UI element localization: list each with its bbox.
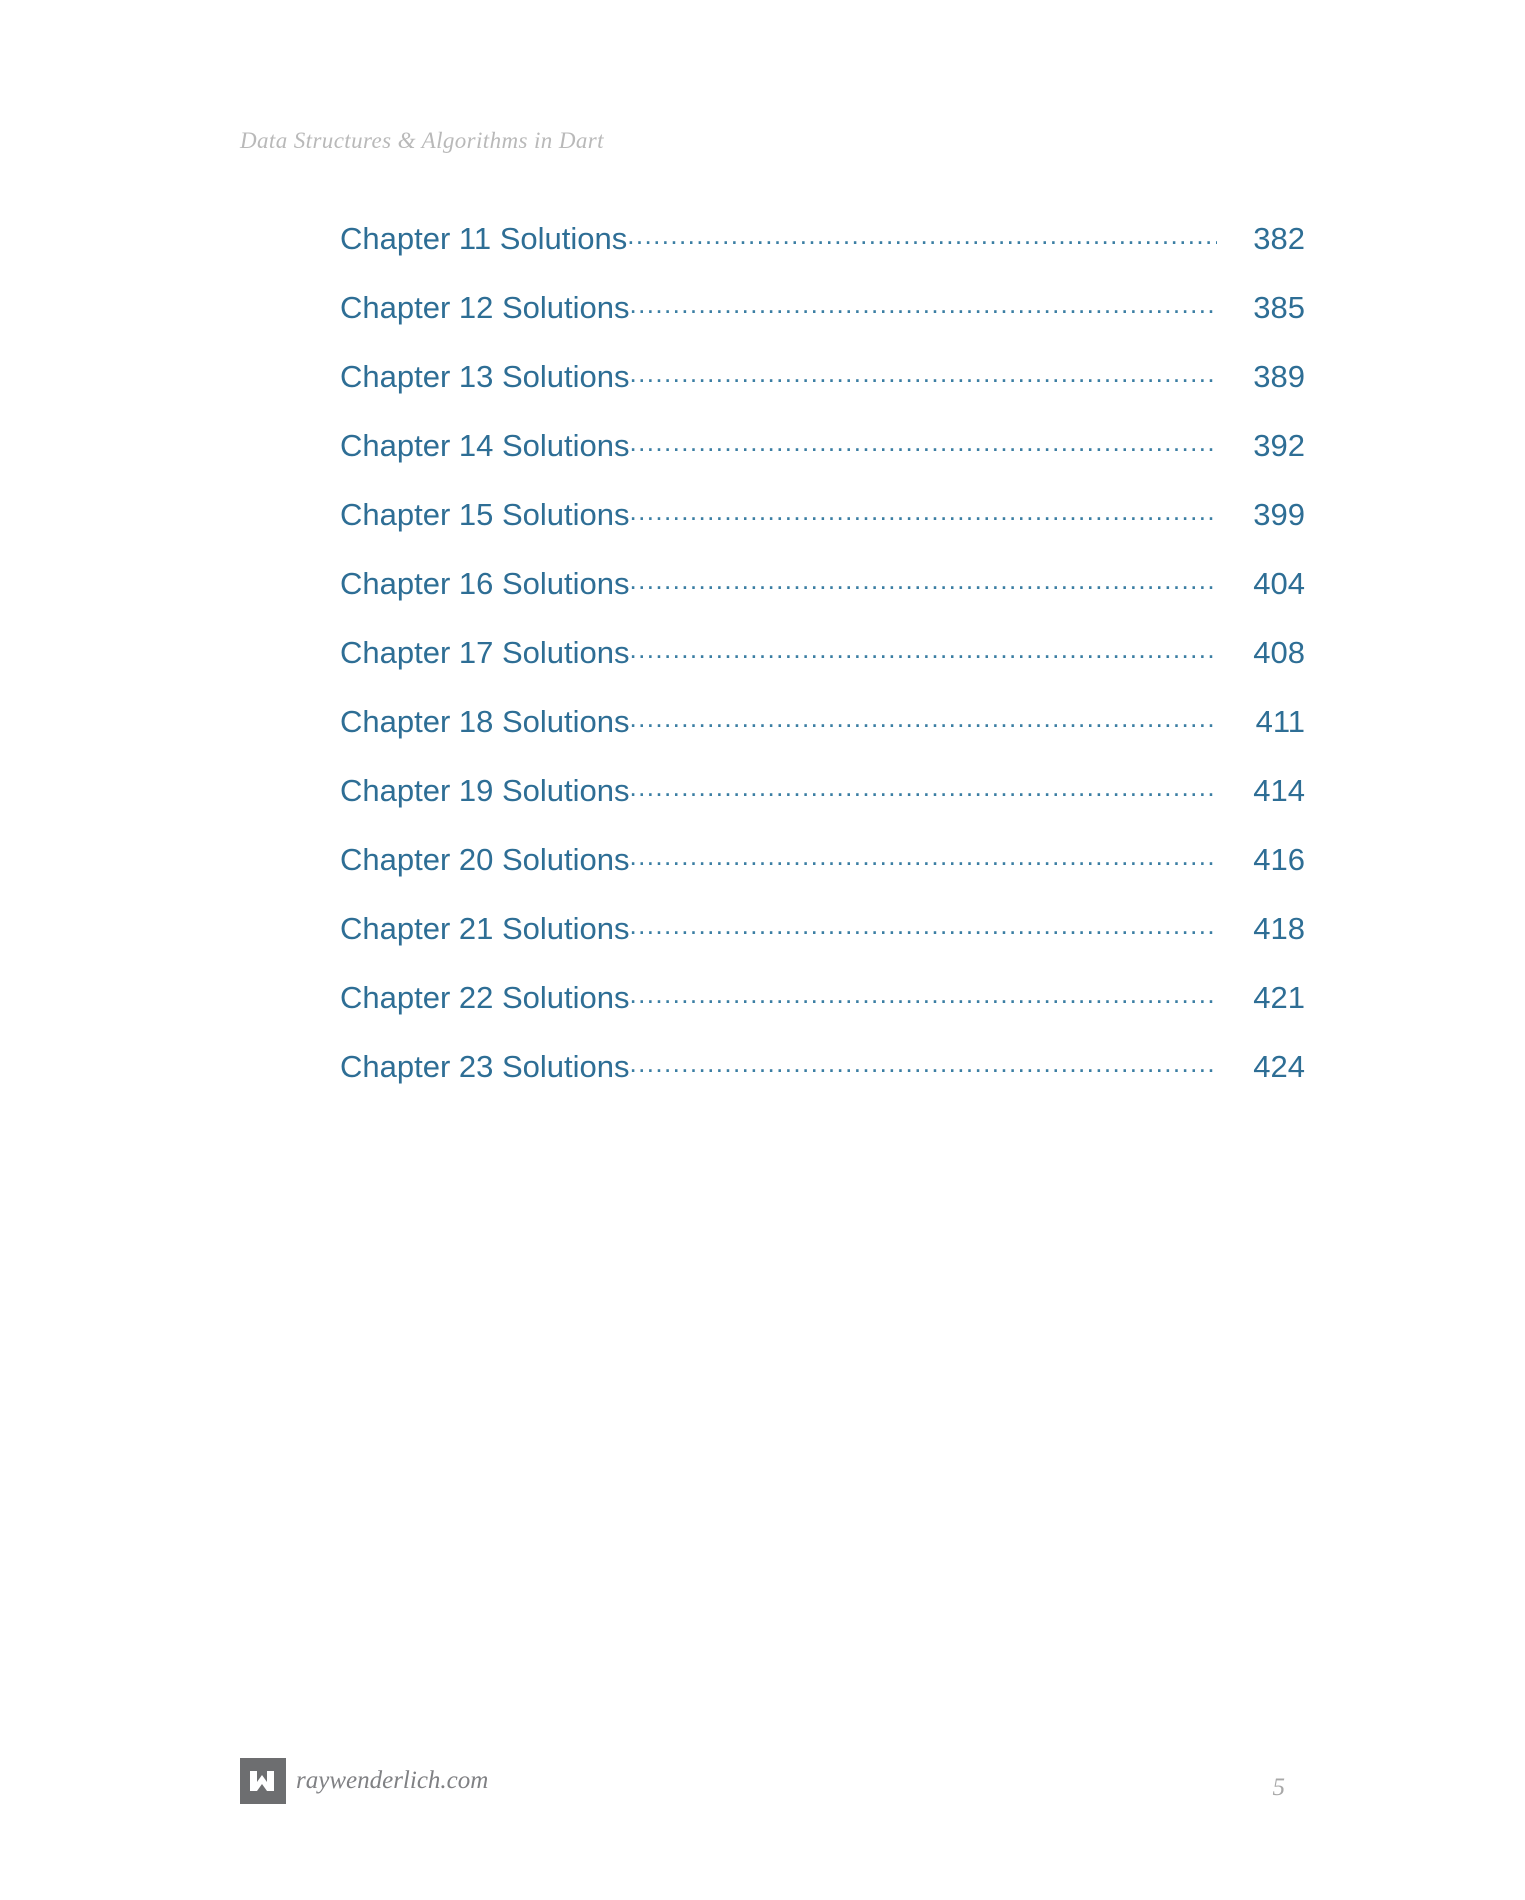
- toc-entry-label: Chapter 18 Solutions: [340, 704, 630, 739]
- toc-entry-label: Chapter 11 Solutions: [340, 221, 628, 256]
- toc-entry-label: Chapter 20 Solutions: [340, 842, 630, 877]
- toc-entry-page: 404: [1253, 566, 1305, 601]
- brand-label: raywenderlich.com: [296, 1767, 489, 1794]
- toc-entry-label: Chapter 17 Solutions: [340, 635, 630, 670]
- toc-entry[interactable]: [340, 1046, 1305, 1082]
- toc-leader-dots: [630, 287, 1217, 318]
- toc-entry[interactable]: [340, 839, 1305, 875]
- toc-leader-dots: [630, 494, 1217, 525]
- page-footer: [240, 1758, 1285, 1804]
- toc-entry-page: 382: [1253, 221, 1305, 256]
- toc-leader-dots: [630, 977, 1217, 1008]
- toc-entry-page: 414: [1253, 773, 1305, 808]
- toc-entry-page: 416: [1253, 842, 1305, 877]
- toc-leader-dots: [630, 563, 1217, 594]
- toc-leader-dots: [630, 425, 1217, 456]
- toc-entry[interactable]: [340, 287, 1305, 323]
- page-number: 5: [1272, 1774, 1285, 1801]
- toc-entry-page: 418: [1253, 911, 1305, 946]
- toc-leader-dots: [630, 770, 1217, 801]
- toc-leader-dots: [630, 632, 1217, 663]
- toc-entry-label: Chapter 16 Solutions: [340, 566, 630, 601]
- toc-leader-dots: [627, 218, 1217, 249]
- toc-entry-label: Chapter 14 Solutions: [340, 428, 630, 463]
- toc-entry-label: Chapter 15 Solutions: [340, 497, 630, 532]
- toc-entry-label: Chapter 21 Solutions: [340, 911, 630, 946]
- running-head: Data Structures & Algorithms in Dart: [240, 128, 604, 153]
- rw-logo-icon: [240, 1758, 286, 1804]
- table-of-contents: [340, 218, 1305, 1115]
- toc-entry[interactable]: [340, 425, 1305, 461]
- toc-entry[interactable]: [340, 701, 1305, 737]
- toc-leader-dots: [630, 1046, 1217, 1077]
- toc-leader-dots: [630, 839, 1217, 870]
- toc-entry[interactable]: [340, 770, 1305, 806]
- toc-entry[interactable]: [340, 563, 1305, 599]
- toc-entry-page: 411: [1255, 704, 1305, 739]
- toc-entry-page: 389: [1253, 359, 1305, 394]
- toc-entry[interactable]: [340, 218, 1305, 254]
- toc-entry[interactable]: [340, 632, 1305, 668]
- brand: [240, 1758, 488, 1804]
- toc-entry-page: 424: [1253, 1049, 1305, 1084]
- toc-entry[interactable]: [340, 356, 1305, 392]
- toc-entry-page: 408: [1253, 635, 1305, 670]
- toc-entry-label: Chapter 19 Solutions: [340, 773, 630, 808]
- toc-entry[interactable]: [340, 908, 1305, 944]
- toc-entry-label: Chapter 22 Solutions: [340, 980, 630, 1015]
- toc-leader-dots: [630, 908, 1217, 939]
- toc-entry[interactable]: [340, 494, 1305, 530]
- toc-entry-label: Chapter 12 Solutions: [340, 290, 630, 325]
- toc-entry-label: Chapter 23 Solutions: [340, 1049, 630, 1084]
- toc-leader-dots: [630, 701, 1217, 732]
- toc-entry-page: 392: [1253, 428, 1305, 463]
- toc-entry[interactable]: [340, 977, 1305, 1013]
- toc-entry-label: Chapter 13 Solutions: [340, 359, 630, 394]
- toc-entry-page: 399: [1253, 497, 1305, 532]
- toc-leader-dots: [630, 356, 1217, 387]
- toc-entry-page: 421: [1253, 980, 1305, 1015]
- toc-entry-page: 385: [1253, 290, 1305, 325]
